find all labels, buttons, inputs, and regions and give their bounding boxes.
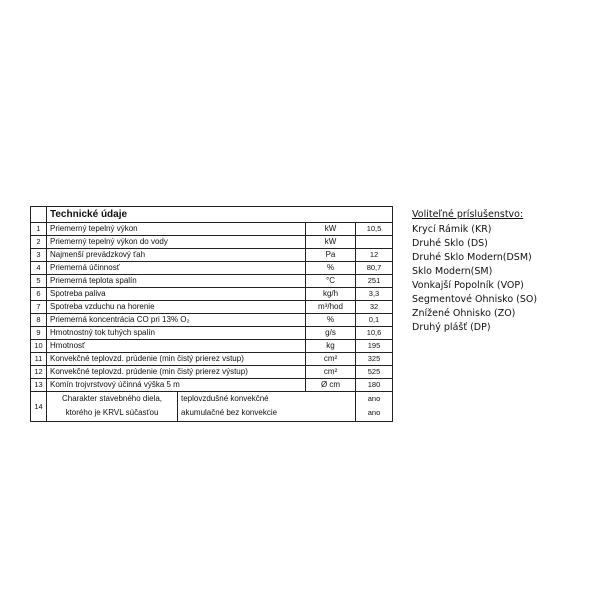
parameter-unit: kg bbox=[306, 340, 356, 353]
table-row bbox=[31, 262, 393, 275]
table-heading-row bbox=[31, 207, 393, 223]
row-number: 6 bbox=[31, 288, 47, 301]
parameter-value: 10,5 bbox=[356, 223, 393, 236]
parameter-value: 80,7 bbox=[356, 262, 393, 275]
construction-type-value: ano bbox=[367, 394, 381, 403]
accessory-item: Znížené Ohnisko (ZO) bbox=[412, 308, 516, 319]
table-heading: Technické údaje bbox=[47, 207, 393, 223]
parameter-value: 525 bbox=[356, 366, 393, 379]
table-row bbox=[31, 327, 393, 340]
parameter-unit: % bbox=[306, 262, 356, 275]
parameter-value bbox=[356, 236, 393, 249]
table-row bbox=[31, 366, 393, 379]
parameter-value: 251 bbox=[356, 275, 393, 288]
parameter-label: Konvekčné teplovzd. prúdenie (min čistý prierez výstup) bbox=[47, 366, 306, 379]
parameter-unit: Pa bbox=[306, 249, 356, 262]
row-number: 9 bbox=[31, 327, 47, 340]
parameter-value: 195 bbox=[356, 340, 393, 353]
table-row bbox=[31, 275, 393, 288]
parameter-label: Priemerný tepelný výkon do vody bbox=[47, 236, 306, 249]
row-number: 14 bbox=[31, 392, 47, 422]
table-row bbox=[31, 288, 393, 301]
accessory-item: Druhé Sklo (DS) bbox=[412, 238, 488, 249]
parameter-label: Priemerná účinnosť bbox=[47, 262, 306, 275]
parameter-label: Hmotnostný tok tuhých spalín bbox=[47, 327, 306, 340]
construction-type-option: akumulačné bez konvekcie bbox=[181, 408, 278, 417]
table-row bbox=[31, 301, 393, 314]
parameter-label: Spotreba vzduchu na horenie bbox=[47, 301, 306, 314]
parameter-label: Hmotnosť bbox=[47, 340, 306, 353]
parameter-value: 12 bbox=[356, 249, 393, 262]
accessories-title: Voliteľné príslušenstvo: bbox=[412, 209, 524, 220]
row-number: 7 bbox=[31, 301, 47, 314]
heading-number-cell bbox=[31, 207, 47, 223]
parameter-value: 32 bbox=[356, 301, 393, 314]
accessory-item: Sklo Modern(SM) bbox=[412, 266, 493, 277]
parameter-unit: °C bbox=[306, 275, 356, 288]
parameter-unit: kW bbox=[306, 223, 356, 236]
row-number: 3 bbox=[31, 249, 47, 262]
table-row bbox=[31, 249, 393, 262]
parameter-unit: kg/h bbox=[306, 288, 356, 301]
row-number: 10 bbox=[31, 340, 47, 353]
accessory-item: Druhý plášť (DP) bbox=[412, 322, 491, 333]
parameter-unit: cm² bbox=[306, 366, 356, 379]
row-number: 8 bbox=[31, 314, 47, 327]
parameter-unit: kW bbox=[306, 236, 356, 249]
parameter-unit: cm² bbox=[306, 353, 356, 366]
parameter-label: Spotreba paliva bbox=[47, 288, 306, 301]
parameter-unit: g/s bbox=[306, 327, 356, 340]
construction-type-value: ano bbox=[367, 408, 381, 417]
construction-character-line: Charakter stavebného diela, bbox=[61, 394, 163, 403]
table-row bbox=[31, 314, 393, 327]
accessory-item: Vonkajší Popolník (VOP) bbox=[412, 280, 524, 291]
parameter-label: Komín trojvrstvový účinná výška 5 m bbox=[47, 379, 306, 392]
row-number: 4 bbox=[31, 262, 47, 275]
construction-character-cell bbox=[47, 392, 178, 422]
parameter-unit: Ø cm bbox=[306, 379, 356, 392]
parameter-label: Priemerný tepelný výkon bbox=[47, 223, 306, 236]
row-number: 2 bbox=[31, 236, 47, 249]
table-row bbox=[31, 353, 393, 366]
parameter-label: Konvekčné teplovzd. prúdenie (min čistý prierez vstup) bbox=[47, 353, 306, 366]
construction-type-cell bbox=[178, 392, 356, 422]
accessory-item: Druhé Sklo Modern(DSM) bbox=[412, 252, 532, 263]
parameter-value: 3,3 bbox=[356, 288, 393, 301]
construction-character-line: ktorého je KRVL súčasťou bbox=[65, 408, 159, 417]
technical-data-table bbox=[30, 206, 393, 422]
row-number: 11 bbox=[31, 353, 47, 366]
construction-type-option: teplovzdušné konvekčné bbox=[181, 394, 269, 403]
parameter-unit: m³/hod bbox=[306, 301, 356, 314]
parameter-value: 180 bbox=[356, 379, 393, 392]
accessory-item: Segmentové Ohnisko (SO) bbox=[412, 294, 538, 305]
table-row bbox=[31, 223, 393, 236]
accessory-item: Krycí Rámik (KR) bbox=[412, 224, 492, 235]
table-row bbox=[31, 340, 393, 353]
parameter-label: Priemerná teplota spalín bbox=[47, 275, 306, 288]
parameter-value: 10,6 bbox=[356, 327, 393, 340]
table-row bbox=[31, 236, 393, 249]
row-number: 5 bbox=[31, 275, 47, 288]
construction-type-values bbox=[356, 392, 393, 422]
row-number: 12 bbox=[31, 366, 47, 379]
parameter-value: 325 bbox=[356, 353, 393, 366]
parameter-unit: % bbox=[306, 314, 356, 327]
table-row bbox=[31, 392, 393, 422]
optional-accessories bbox=[412, 207, 537, 335]
parameter-label: Najmenší prevádzkový ťah bbox=[47, 249, 306, 262]
parameter-value: 0,1 bbox=[356, 314, 393, 327]
row-number: 13 bbox=[31, 379, 47, 392]
accessories-list bbox=[412, 223, 537, 335]
table-row bbox=[31, 379, 393, 392]
parameter-label: Priemerná koncentrácia CO pri 13% O₂ bbox=[47, 314, 306, 327]
row-number: 1 bbox=[31, 223, 47, 236]
